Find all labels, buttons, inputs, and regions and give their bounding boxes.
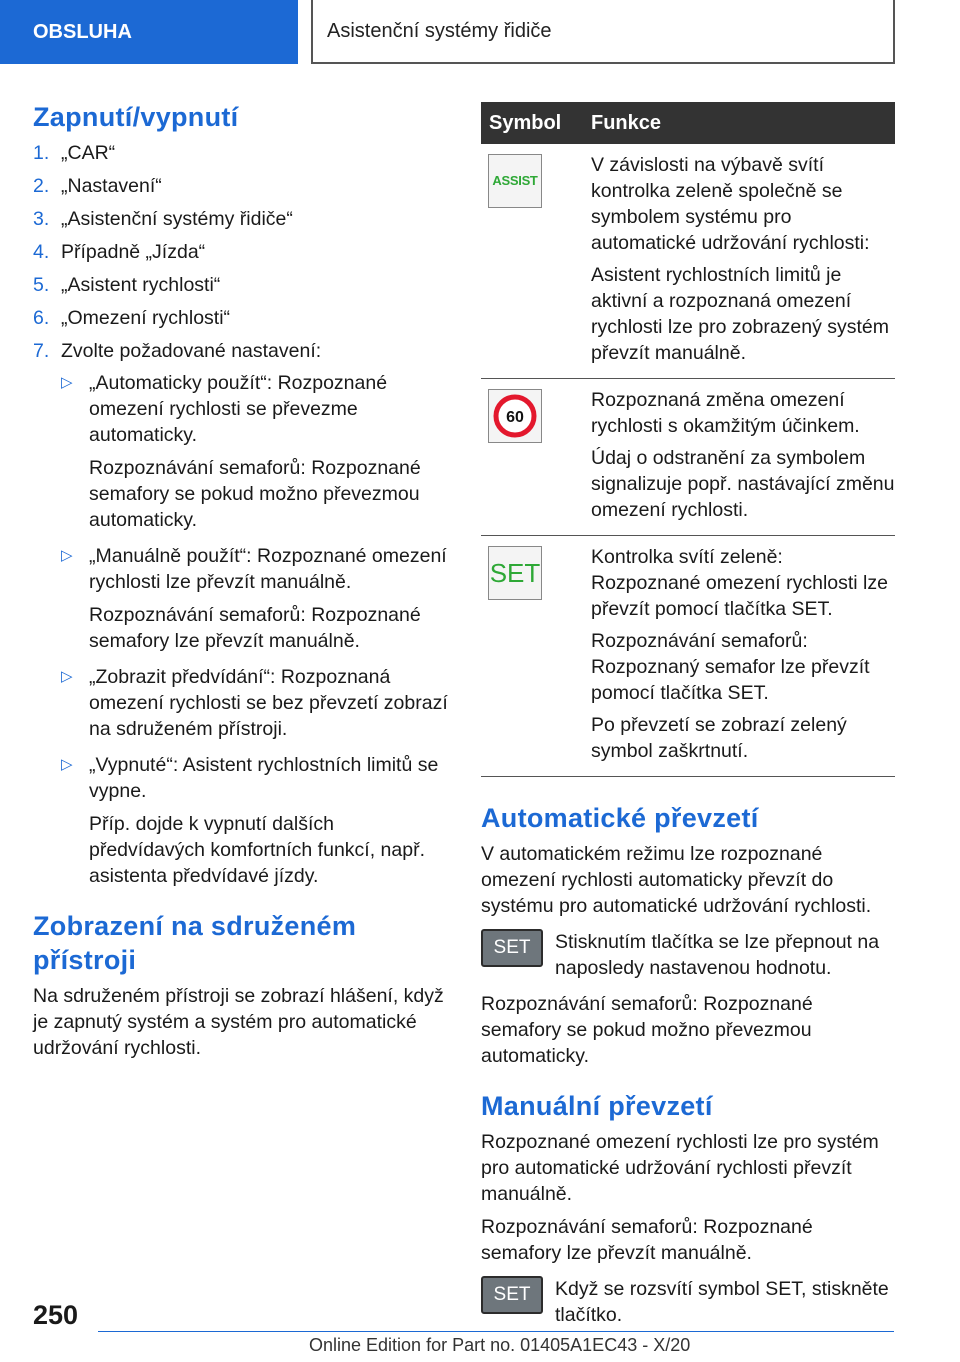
- list-item: [33, 140, 448, 166]
- set-indicator-label: SET: [489, 558, 541, 588]
- symbol-table: [481, 102, 895, 777]
- option-item: [61, 543, 448, 654]
- assist-icon: [488, 154, 542, 208]
- cluster-heading: Zobrazení na sdruženém přístroji: [33, 911, 357, 975]
- speed-limit-value: 60: [506, 409, 524, 426]
- step-text: „Omezení rychlosti“: [61, 307, 231, 329]
- row-text: Kontrolka svítí zeleně: Rozpoznané omezení rychlosti lze převzít pomocí tlačítka SET.: [591, 546, 888, 620]
- cluster-text: Na sdruženém přístroji se zobrazí hlášení, když je zapnutý systém a systém pro automatické udržování rychlosti.: [33, 985, 444, 1059]
- triangle-bullet-icon: ▷: [61, 668, 73, 685]
- auto-traffic-text: Rozpoznávání semaforů: Rozpoznané semafory se pokud možno převezmou automaticky.: [481, 993, 813, 1067]
- set-indicator-icon: [488, 546, 542, 600]
- step-number: 5.: [33, 274, 50, 296]
- auto-heading: Automatické převzetí: [481, 803, 759, 833]
- step-number: 2.: [33, 175, 50, 197]
- option-note: Příp. dojde k vypnutí dalších předvídavých komfortních funkcí, např. asistenta předvídavé jízdy.: [89, 813, 425, 887]
- set-button-row: [481, 929, 895, 981]
- section-title: OBSLUHA: [33, 20, 132, 43]
- row-text: Údaj o odstranění za symbolem signalizuje popř. nastávající změnu omezení rychlosti.: [591, 447, 895, 521]
- step-number: 1.: [33, 142, 50, 164]
- chapter-title: Asistenční systémy řidiče: [327, 19, 552, 42]
- step-number: 3.: [33, 208, 50, 230]
- step-number: 7.: [33, 340, 50, 362]
- set-button-text: Stisknutím tlačítka se lze přepnout na naposledy nastavenou hodnotu.: [555, 931, 880, 979]
- manual-traffic-text: Rozpoznávání semaforů: Rozpoznané semafory lze převzít manuálně.: [481, 1216, 813, 1264]
- row-text: Rozpoznávání semaforů: Rozpoznaný semafor lze převzít pomocí tlačítka SET.: [591, 630, 870, 704]
- row-text: Rozpoznaná změna omezení rychlosti s okamžitým účinkem.: [591, 389, 860, 437]
- table-row: [481, 144, 895, 379]
- chapter-header: [311, 0, 895, 64]
- option-text: „Manuálně použít“: Rozpoznané omezení rychlosti lze převzít manuálně.: [89, 545, 447, 593]
- table-header: [481, 102, 895, 144]
- row-text: Po převzetí se zobrazí zelený symbol zaškrtnutí.: [591, 714, 847, 762]
- column-header-function: Funkce: [591, 112, 662, 134]
- list-item: [33, 206, 448, 232]
- assist-icon-label: ASSIST: [492, 173, 538, 188]
- on-off-heading: Zapnutí/vypnutí: [33, 102, 239, 132]
- step-text: Případně „Jízda“: [61, 241, 206, 263]
- list-item: [33, 239, 448, 265]
- list-item: [33, 272, 448, 298]
- right-column: [481, 102, 895, 1338]
- option-note: Rozpoznávání semaforů: Rozpoznané semafory se pokud možno převezmou automaticky.: [89, 457, 421, 531]
- list-item: [33, 338, 448, 889]
- step-text: Zvolte požadované nastavení:: [61, 340, 322, 362]
- manual-heading: Manuální převzetí: [481, 1091, 713, 1121]
- triangle-bullet-icon: ▷: [61, 547, 73, 564]
- options-list: [61, 370, 448, 889]
- option-item: [61, 664, 448, 742]
- footer-edition: Online Edition for Part no. 01405A1EC43 - X/20: [309, 1335, 691, 1355]
- option-text: „Automaticky použít“: Rozpoznané omezení rychlosti se převezme automaticky.: [89, 372, 388, 446]
- set-button-icon: SET: [481, 929, 543, 967]
- option-item: [61, 752, 448, 889]
- set-button-icon: SET: [481, 1276, 543, 1314]
- step-number: 4.: [33, 241, 50, 263]
- section-tab: [0, 0, 298, 64]
- option-item: [61, 370, 448, 533]
- triangle-bullet-icon: ▷: [61, 756, 73, 773]
- step-number: 6.: [33, 307, 50, 329]
- triangle-bullet-icon: ▷: [61, 374, 73, 391]
- set-button-row: [481, 1276, 895, 1328]
- manual-intro: Rozpoznané omezení rychlosti lze pro systém pro automatické udržování rychlosti převzít manuálně.: [481, 1131, 879, 1205]
- step-text: „Asistent rychlosti“: [61, 274, 221, 296]
- step-text: „CAR“: [61, 142, 116, 164]
- speed-limit-sign-icon: [488, 389, 542, 443]
- table-row: [481, 536, 895, 777]
- set-button-text: Když se rozsvítí symbol SET, stiskněte tlačítko.: [555, 1278, 889, 1326]
- column-header-symbol: Symbol: [489, 112, 562, 134]
- row-text: Asistent rychlostních limitů je aktivní a rozpoznaná omezení rychlosti lze pro zobrazený systém převzít manuálně.: [591, 264, 890, 364]
- step-text: „Nastavení“: [61, 175, 162, 197]
- list-item: [33, 305, 448, 331]
- steps-list: [33, 140, 448, 889]
- table-row: [481, 379, 895, 536]
- auto-intro: V automatickém režimu lze rozpoznané omezení rychlosti automaticky převzít do systému pro automatické udržování rychlosti.: [481, 843, 872, 917]
- row-text: V závislosti na výbavě svítí kontrolka zeleně společně se symbolem systému pro automatické udržování rychlosti:: [591, 154, 870, 254]
- step-text: „Asistenční systémy řidiče“: [61, 208, 293, 230]
- list-item: [33, 173, 448, 199]
- footer-divider: [98, 1331, 894, 1332]
- option-note: Rozpoznávání semaforů: Rozpoznané semafory lze převzít manuálně.: [89, 604, 421, 652]
- option-text: „Vypnuté“: Asistent rychlostních limitů se vypne.: [89, 754, 439, 802]
- left-column: [33, 100, 448, 1068]
- page-number: 250: [33, 1300, 79, 1330]
- option-text: „Zobrazit předvídání“: Rozpoznaná omezení rychlosti se bez převzetí zobrazí na sdruženém přístroji.: [89, 666, 448, 740]
